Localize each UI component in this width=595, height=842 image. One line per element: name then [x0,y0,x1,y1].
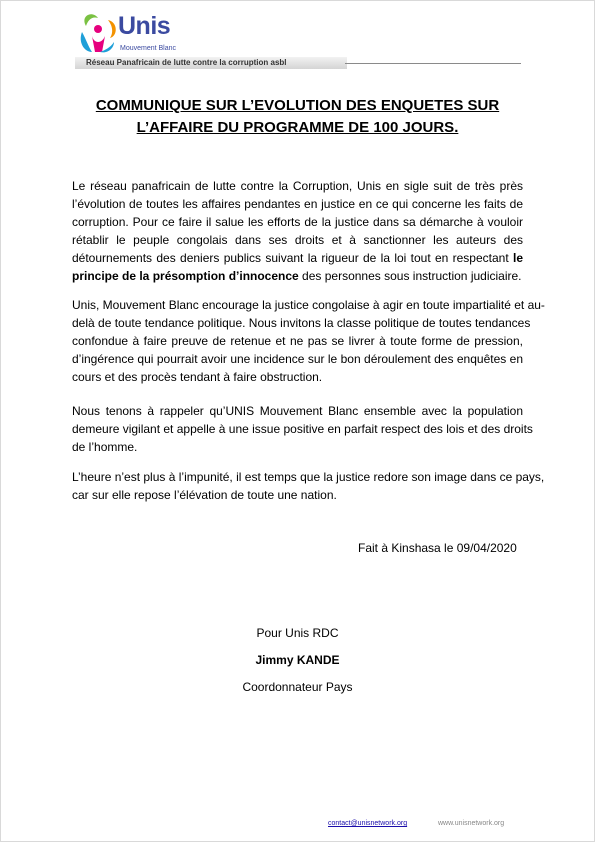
line-text: des personnes sous instruction judiciaire. [298,269,522,283]
title-line-1: COMMUNIQUE SUR L’EVOLUTION DES ENQUETES SUR [95,97,500,114]
paragraph-line: l’évolution de toutes les affaires pendantes en justice en ce qui concerne les faits de [72,197,523,211]
unis-logo-icon [78,12,118,58]
paragraph-line: delà de toute tendance politique. Nous invitons la classe politique de toutes tendances [72,316,531,330]
signature-for: Pour Unis RDC [256,626,339,640]
paragraph-1 [72,177,523,285]
paragraph-line: car sur elle repose l’élévation de toute une nation. [72,488,337,502]
paragraph-line [72,249,523,267]
signature-role: Coordonnateur Pays [242,680,353,694]
emphasis-text: le [512,251,523,265]
paragraph-line: d’ingérence qui pourrait avoir une incidence sur le bon déroulement des enquêtes en [72,352,523,366]
paragraph-line: Le réseau panafricain de lutte contre la Corruption, Unis en sigle suit de très près [72,179,523,193]
paragraph-line: Unis, Mouvement Blanc encourage la justice congolaise à agir en toute impartialité et au- [72,298,545,312]
footer-email-link[interactable]: contact@unisnetwork.org [328,820,408,827]
emphasis-text: principe de la présomption d’innocence [72,269,299,283]
logo-wordmark: Unis [118,12,171,40]
header-rule [345,63,521,64]
paragraph-line: rétablir le peuple congolais dans ses droits et à sanctionner les auteurs des [72,233,523,247]
date-line: Fait à Kinshasa le 09/04/2020 [358,541,517,555]
unis-logo [78,12,208,58]
paragraph-line: cours et des procès tendant à faire obstruction. [72,370,323,384]
paragraph-line: de l’homme. [72,440,138,454]
paragraph-line: Nous tenons à rappeler qu’UNIS Mouvement Blanc ensemble avec la population [72,404,523,418]
paragraph-line: confondue à faire preuve de retenue et ne pas se livrer à toute forme de pression, [72,334,523,348]
paragraph-2 [72,296,545,386]
title-line-2: L’AFFAIRE DU PROGRAMME DE 100 JOURS. [136,119,459,136]
paragraph-line: corruption. Pour ce faire il salue les efforts de la justice dans sa démarche à vouloir [72,215,523,229]
paragraph-3 [72,402,533,456]
signature-name: Jimmy KANDE [255,653,340,667]
logo-subtitle: Mouvement Blanc [120,45,177,52]
paragraph-line: L’heure n’est plus à l’impunité, il est temps que la justice redore son image dans ce pays, [72,470,545,484]
paragraph-line: demeure vigilant et appelle à une issue positive en parfait respect des lois et des droits [72,422,533,436]
line-text: détournements des deniers publics suivant la rigueur de la loi tout en respectant [72,251,509,265]
paragraph-4 [72,468,545,504]
paragraph-line [72,267,523,285]
footer-website: www.unisnetwork.org [438,820,505,827]
header-tagline: Réseau Panafricain de lutte contre la corruption asbl [86,58,287,67]
